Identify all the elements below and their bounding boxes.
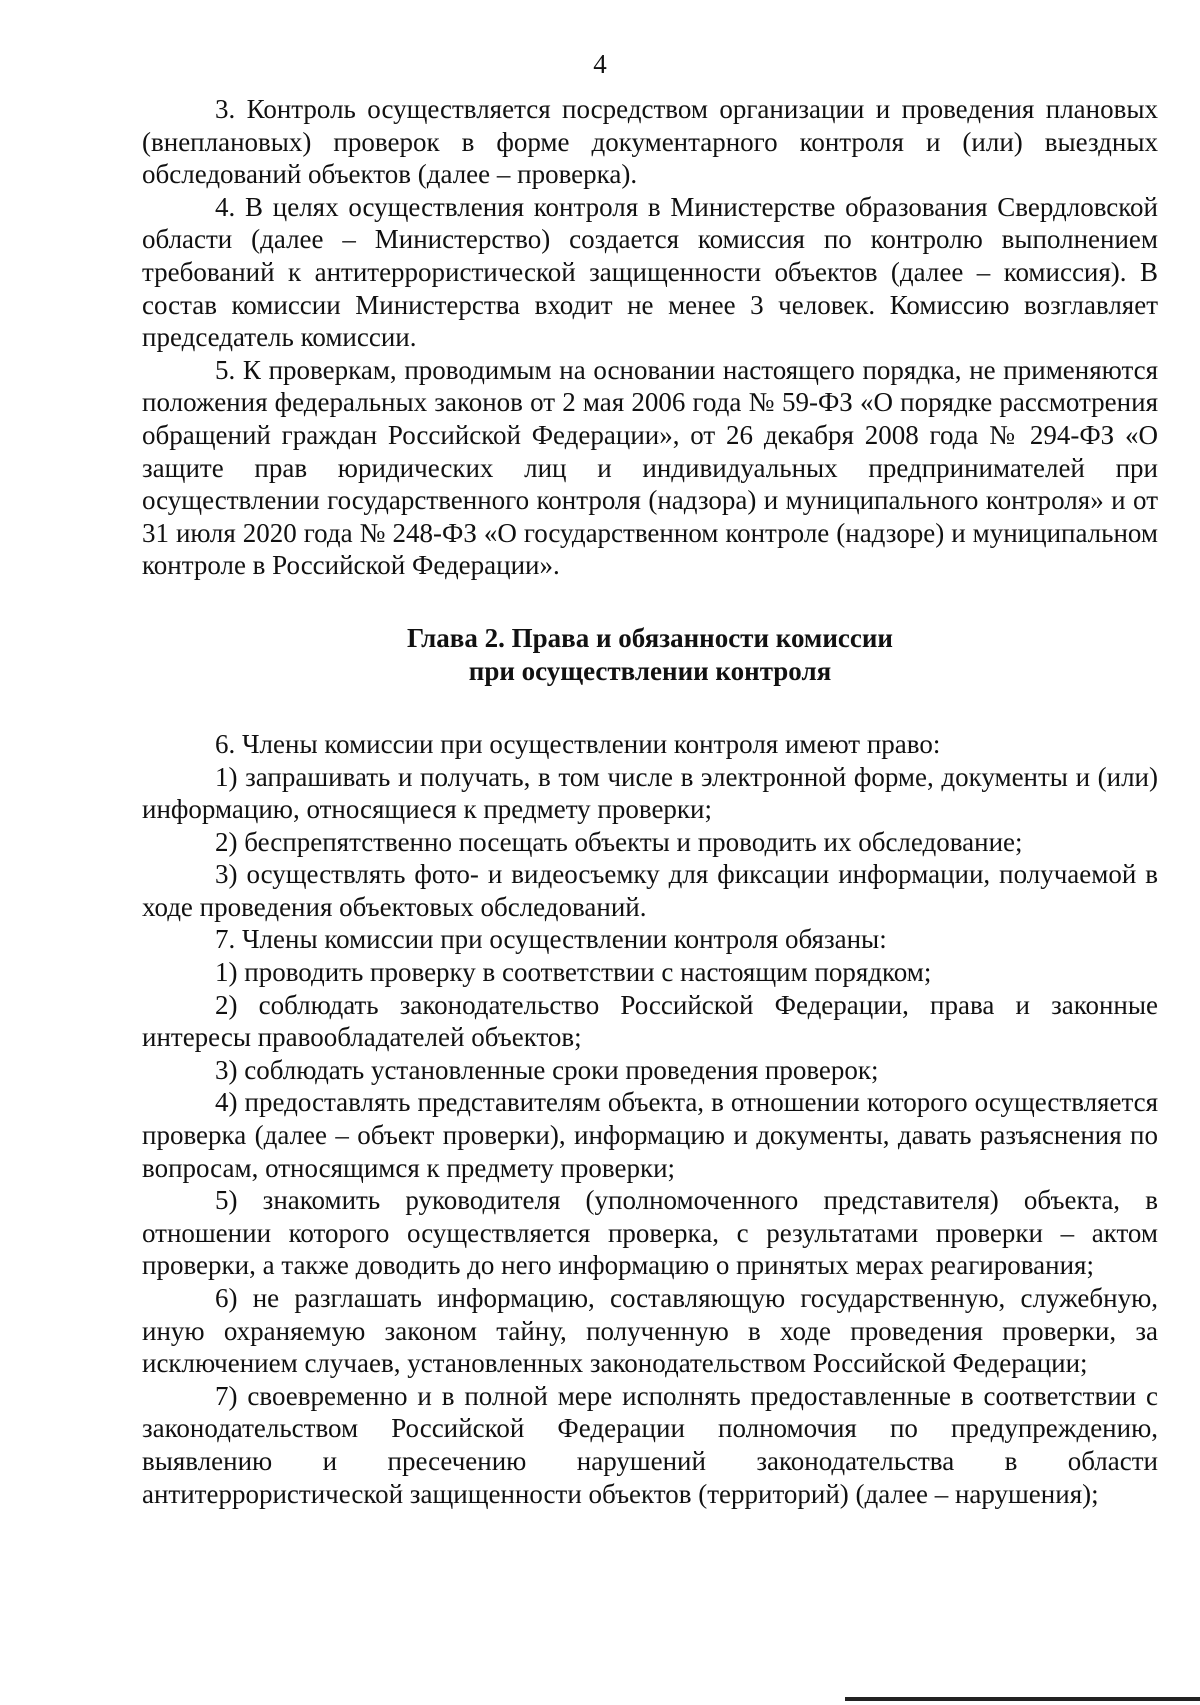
chapter-heading-line-2: при осуществлении контроля <box>468 655 832 686</box>
paragraph-7-item-7: 7) своевременно и в полной мере исполнять предоставленные в соответствии с законодательством Российской Федерации полномочия по предупреждению, выявлению и пресечению нарушений законодательства в области антитеррористической защищенности объектов (территорий) (далее – нарушения); <box>142 1380 1158 1509</box>
paragraph-6-item-3: 3) осуществлять фото- и видеосъемку для фиксации информации, получаемой в ходе проведения объектовых обследований. <box>142 859 1158 922</box>
paragraph-4: 4. В целях осуществления контроля в Министерстве образования Свердловской области (далее – Министерство) создается комиссия по контролю выполнением требований к антитеррористической защищенности объектов (далее – комиссия). В состав комиссии Министерства входит не менее 3 человек. Комиссию возглавляет председатель комиссии. <box>142 191 1158 353</box>
paragraph-7-item-2: 2) соблюдать законодательство Российской Федерации, права и законные интересы правообладателей объектов; <box>142 989 1158 1053</box>
chapter-heading <box>142 622 1158 688</box>
paragraph-6-item-1: 1) запрашивать и получать, в том числе в электронной форме, документы и (или) информацию, относящиеся к предмету проверки; <box>142 761 1158 825</box>
paragraph-7-item-4: 4) предоставлять представителям объекта, в отношении которого осуществляется проверка (далее – объект проверки), информацию и документы, давать разъяснения по вопросам, относящимся к предмету проверки; <box>142 1087 1158 1183</box>
paragraph-7-item-5: 5) знакомить руководителя (уполномоченного представителя) объекта, в отношении которого осуществляется проверка, с результатами проверки – актом проверки, а также доводить до него информацию о принятых мерах реагирования; <box>142 1185 1158 1281</box>
paragraph-7-item-1: 1) проводить проверку в соответствии с настоящим порядком; <box>215 957 932 988</box>
document-body <box>142 93 1158 1510</box>
scan-edge-line <box>845 1697 1200 1701</box>
paragraph-7-item-3: 3) соблюдать установленные сроки проведения проверок; <box>215 1054 879 1085</box>
paragraph-6: 6. Члены комиссии при осуществлении контроля имеют право: <box>215 728 941 759</box>
paragraph-7-item-6: 6) не разглашать информацию, составляющую государственную, служебную, иную охраняемую законом тайну, полученную в ходе проведения проверки, за исключением случаев, установленных законодательством Российской Федерации; <box>142 1283 1158 1379</box>
page-number: 4 <box>593 49 607 79</box>
chapter-heading-line-1: Глава 2. Права и обязанности комиссии <box>407 622 893 653</box>
paragraph-3: 3. Контроль осуществляется посредством организации и проведения плановых (внеплановых) проверок в форме документарного контроля и (или) выездных обследований объектов (далее – проверка). <box>142 94 1158 190</box>
paragraph-5: 5. К проверкам, проводимым на основании настоящего порядка, не применяются положения федеральных законов от 2 мая 2006 года № 59-ФЗ «О порядке рассмотрения обращений граждан Российской Федерации», от 26 декабря 2008 года № 294-ФЗ «О защите прав юридических лиц и индивидуальных предпринимателей при осуществлении государственного контроля (надзора) и муниципального контроля» и от 31 июля 2020 года № 248-ФЗ «О государственном контроле (надзоре) и муниципальном контроле в Российской Федерации». <box>142 354 1158 581</box>
paragraph-7: 7. Члены комиссии при осуществлении контроля обязаны: <box>215 924 887 955</box>
paragraph-6-item-2: 2) беспрепятственно посещать объекты и проводить их обследование; <box>215 826 1023 857</box>
